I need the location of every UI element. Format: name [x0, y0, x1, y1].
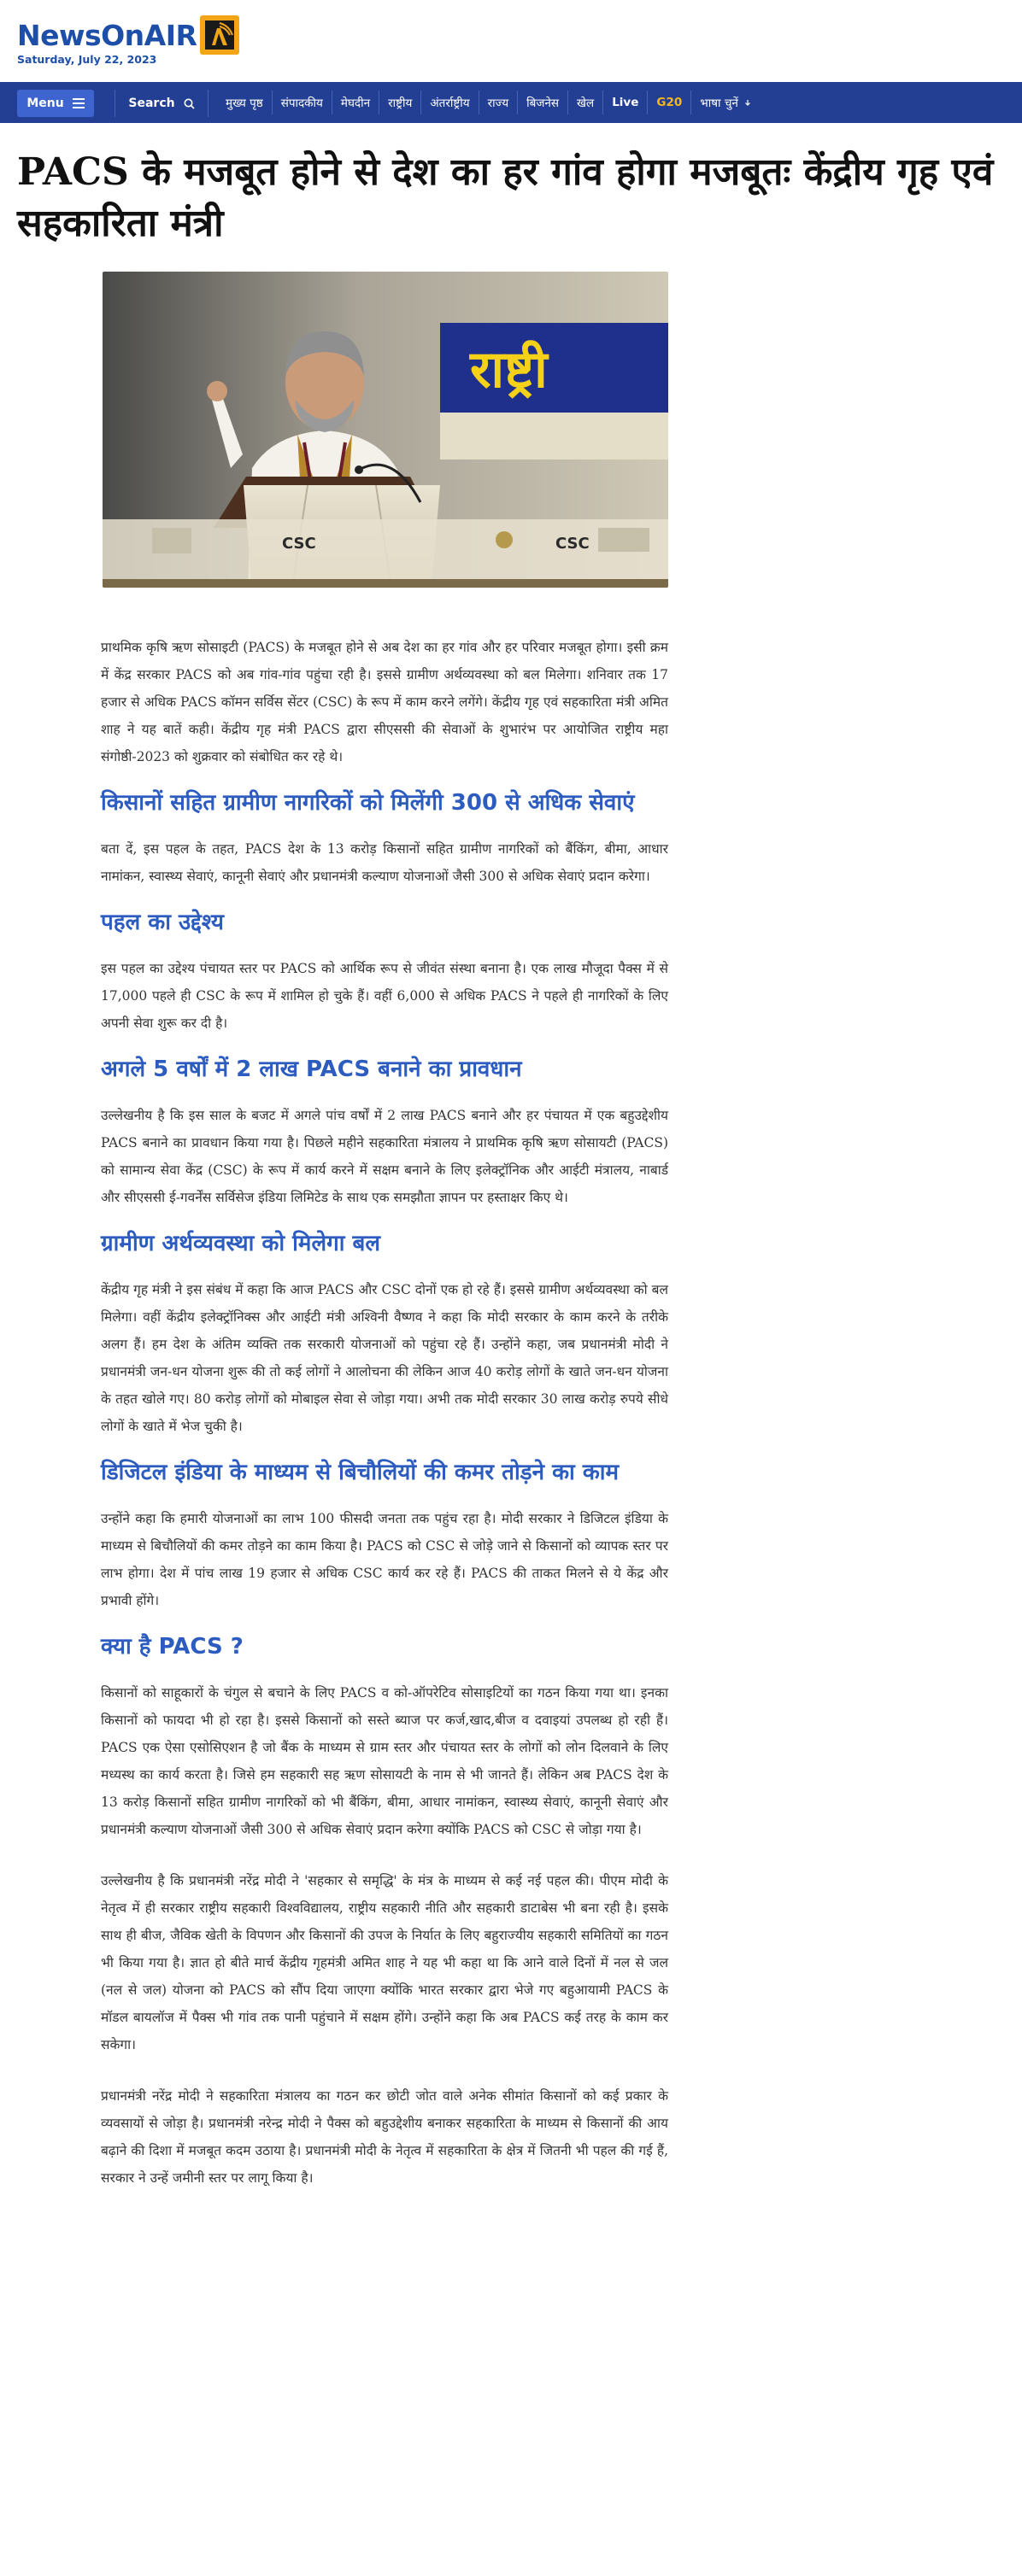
- article-paragraph: उन्होंने कहा कि हमारी योजनाओं का लाभ 100 फीसदी जनता तक पहुंच रहा है। मोदी सरकार ने डिजिटल इंडिया के माध्यम से बिचौलियों की कमर तोड़ने का काम किया है। PACS को CSC से जोड़े जाने से किसानों को व्यापक स्तर पर लाभ होगा। देश में पांच लाख 19 हजार से अधिक CSC कार्य कर रहे हैं। PACS की ताकत मिलने से ये केंद्र और प्रभावी होंगे।: [101, 1511, 668, 1608]
- menu-button[interactable]: [17, 90, 94, 117]
- menu-label: Menu: [26, 97, 64, 110]
- section-heading: अगले 5 वर्षों में 2 लाख PACS बनाने का प्रावधान: [101, 1057, 522, 1082]
- hero-image: [103, 272, 668, 588]
- article-paragraph: उल्लेखनीय है कि प्रधानमंत्री नरेंद्र मोदी ने 'सहकार से समृद्धि' के मंत्र के माध्यम से कई नई पहल की। पीएम मोदी के नेतृत्व में ही सरकार राष्ट्रीय सहकारी विश्वविद्यालय, राष्ट्रीय सहकारी नीति और सहकारी डाटाबेस भी बना रही है। इसके साथ ही बीज, जैविक खेती के विपणन और किसानों की उपज के निर्यात के लिए बहुराज्यीय सहकारी समितियों का गठन भी किया गया है। ज्ञात हो बीते मार्च केंद्रीय गृहमंत्री अमित शाह ने यह भी कहा था कि आने वाले दिनों में नल से जल (नल से जल) योजना को PACS को सौंप दिया जाएगा क्योंकि भारत सरकार द्वारा भेजे गए बहुआयामी PACS के मॉडल बायलॉज में पैक्स भी गांव तक पानी पहुंचाने में सक्षम होंगे। उन्होंने कहा कि अब PACS कई तरह के काम कर सकेगा।: [101, 1873, 668, 2052]
- nav-item-live[interactable]: Live: [603, 91, 648, 114]
- language-select[interactable]: [691, 91, 761, 114]
- main-navbar: [0, 82, 1022, 123]
- nav-item-g20[interactable]: G20: [648, 91, 691, 114]
- search-label: Search: [128, 97, 175, 110]
- nav-item-home[interactable]: मुख्य पृष्ठ: [217, 91, 273, 114]
- site-header: [0, 0, 1022, 82]
- article-headline: PACS के मजबूत होने से देश का हर गांव होगा मजबूतः केंद्रीय गृह एवं सहकारिता मंत्री: [17, 150, 994, 245]
- search-button[interactable]: [115, 90, 209, 117]
- nav-item-business[interactable]: बिजनेस: [518, 91, 568, 114]
- chevron-down-icon: [743, 98, 752, 107]
- article-paragraph: केंद्रीय गृह मंत्री ने इस संबंध में कहा कि आज PACS और CSC दोनों एक हो रहे हैं। इससे ग्रामीण अर्थव्यवस्था को बल मिलेगा। वहीं केंद्रीय इलेक्ट्रॉनिक्स और आईटी मंत्री अश्विनी वैष्णव ने कहा कि मोदी सरकार के काम करने के तरीके अलग हैं। हम देश के अंतिम व्यक्ति तक सरकारी योजनाओं को पहुंचा रहे हैं। उन्होंने कहा, जब प्रधानमंत्री मोदी ने प्रधानमंत्री जन-धन योजना शुरू की तो कई लोगों ने आलोचना की लेकिन आज 40 करोड़ लोगों के खाते जन-धन योजना के तहत खोले गए। 80 करोड़ लोगों को मोबाइल सेवा से जोड़ा गया। अभी तक मोदी सरकार 30 लाख करोड़ रुपये सीधे लोगों के खाते में भेज चुकी है।: [101, 1282, 668, 1434]
- nav-item-national[interactable]: राष्ट्रीय: [379, 91, 421, 114]
- article-body: [101, 634, 668, 2209]
- logo-text: NewsOnAIR: [17, 18, 197, 52]
- search-icon: [184, 98, 195, 109]
- nav-item-sports[interactable]: खेल: [568, 91, 603, 114]
- article-paragraph: उल्लेखनीय है कि इस साल के बजट में अगले पांच वर्षों में 2 लाख PACS बनाने और हर पंचायत में एक बहुउद्देशीय PACS बनाने का प्रावधान किया गया है। पिछले महीने सहकारिता मंत्रालय ने प्राथमिक कृषि ऋण सोसायटी (PACS) को सामान्य सेवा केंद्र (CSC) के रूप में कार्य करने में सक्षम बनाने के लिए इलेक्ट्रॉनिक और आईटी मंत्रालय, नाबार्ड और सीएससी ई-गवर्नेंस सर्विसेज इंडिया लिमिटेड के साथ एक समझौता ज्ञापन पर हस्ताक्षर किए थे।: [101, 1108, 668, 1205]
- banner-text: राष्ट्री: [470, 340, 548, 400]
- nav-item-states[interactable]: राज्य: [479, 91, 519, 114]
- article-paragraph: किसानों को साहूकारों के चंगुल से बचाने के लिए PACS व को-ऑपरेटिव सोसाइटियों का गठन किया गया था। इनका किसानों को फायदा भी हो रहा है। इससे किसानों को सस्ते ब्याज पर कर्ज,खाद,बीज व दवाइयां उपलब्ध हो रही हैं। PACS एक ऐसा एसोसिएशन है जो बैंक के माध्यम से ग्राम स्तर और पंचायत स्तर के लोगों को लोन दिलवाने के लिए मध्यस्थ का कार्य करता है। जिसे हम सहकारी सह ऋण सोसायटी के नाम से भी जानते हैं। लेकिन अब PACS देश के 13 करोड़ किसानों सहित ग्रामीण नागरिकों को भी बैंकिंग, बीमा, आधार नामांकन, स्वास्थ्य सेवाएं, कानूनी सेवाएं और प्रधानमंत्री कल्याण योजनाओं जैसी 300 से अधिक सेवाएं प्रदान करेगा क्योंकि PACS को CSC से जोड़ा गया है।: [101, 1685, 668, 1837]
- section-heading: डिजिटल इंडिया के माध्यम से बिचौलियों की कमर तोड़ने का काम: [101, 1460, 620, 1485]
- nav-item-international[interactable]: अंतर्राष्ट्रीय: [421, 91, 479, 114]
- section-heading: किसानों सहित ग्रामीण नागरिकों को मिलेंगी 300 से अधिक सेवाएं: [101, 790, 635, 816]
- article-paragraph: प्राथमिक कृषि ऋण सोसाइटी (PACS) के मजबूत होने से अब देश का हर गांव और हर परिवार मजबूत होगा। इसी क्रम में केंद्र सरकार PACS को अब गांव-गांव पहुंचा रही है। इससे ग्रामीण अर्थव्यवस्था को बल मिलेगा। शनिवार तक 17 हजार से अधिक PACS कॉमन सर्विस सेंटर (CSC) के रूप में काम करने लगेंगे। केंद्रीय गृह एवं सहकारिता मंत्री अमित शाह ने यह बातें कही। केंद्रीय गृह मंत्री PACS द्वारा सीएससी की सेवाओं के शुभारंभ पर आयोजित राष्ट्रीय महा संगोष्ठी-2023 को शुक्रवार को संबोधित कर रहे थे।: [101, 640, 668, 764]
- logo-badge-icon: [200, 15, 239, 55]
- nav-item-editorial[interactable]: संपादकीय: [273, 91, 332, 114]
- svg-text:CSC: CSC: [555, 535, 590, 553]
- article-paragraph: प्रधानमंत्री नरेंद्र मोदी ने सहकारिता मंत्रालय का गठन कर छोटी जोत वाले अनेक सीमांत किसानों को कई प्रकार के व्यवसायों से जोड़ा है। प्रधानमंत्री नरेन्द्र मोदी ने पैक्स को बहुउद्देशीय बनाकर सहकारिता के माध्यम से किसानों की आय बढ़ाने की दिशा में मजबूत कदम उठाया है। प्रधानमंत्री मोदी के नेतृत्व में सहकारिता के क्षेत्र में जितनी भी पहल की गई हैं, सरकार ने उन्हें जमीनी स्तर पर लागू किया है।: [101, 2088, 668, 2186]
- svg-text:CSC: CSC: [282, 535, 316, 553]
- section-heading: क्या है PACS ?: [101, 1634, 244, 1660]
- hamburger-icon: [73, 98, 85, 108]
- current-date: Saturday, July 22, 2023: [17, 53, 157, 66]
- nav-links: [217, 82, 761, 123]
- section-heading: ग्रामीण अर्थव्यवस्था को मिलेगा बल: [101, 1231, 380, 1256]
- nav-item-meghdeen[interactable]: मेघदीन: [332, 91, 379, 114]
- article-paragraph: इस पहल का उद्देश्य पंचायत स्तर पर PACS को आर्थिक रूप से जीवंत संस्था बनाना है। एक लाख मौजूदा पैक्स में से 17,000 पहले ही CSC के रूप में शामिल हो चुके हैं। वहीं 6,000 से अधिक PACS ने पहले ही नागरिकों के लिए अपनी सेवा शुरू कर दी है।: [101, 961, 668, 1031]
- section-heading: पहल का उद्देश्य: [101, 910, 224, 935]
- language-select-label: भाषा चुनें: [700, 97, 738, 110]
- article-paragraph: बता दें, इस पहल के तहत, PACS देश के 13 करोड़ किसानों सहित ग्रामीण नागरिकों को बैंकिंग, बीमा, आधार नामांकन, स्वास्थ्य सेवाएं, कानूनी सेवाएं और प्रधानमंत्री कल्याण योजनाओं जैसी 300 से अधिक सेवाएं प्रदान करेगा।: [101, 841, 668, 884]
- site-logo[interactable]: [17, 15, 239, 55]
